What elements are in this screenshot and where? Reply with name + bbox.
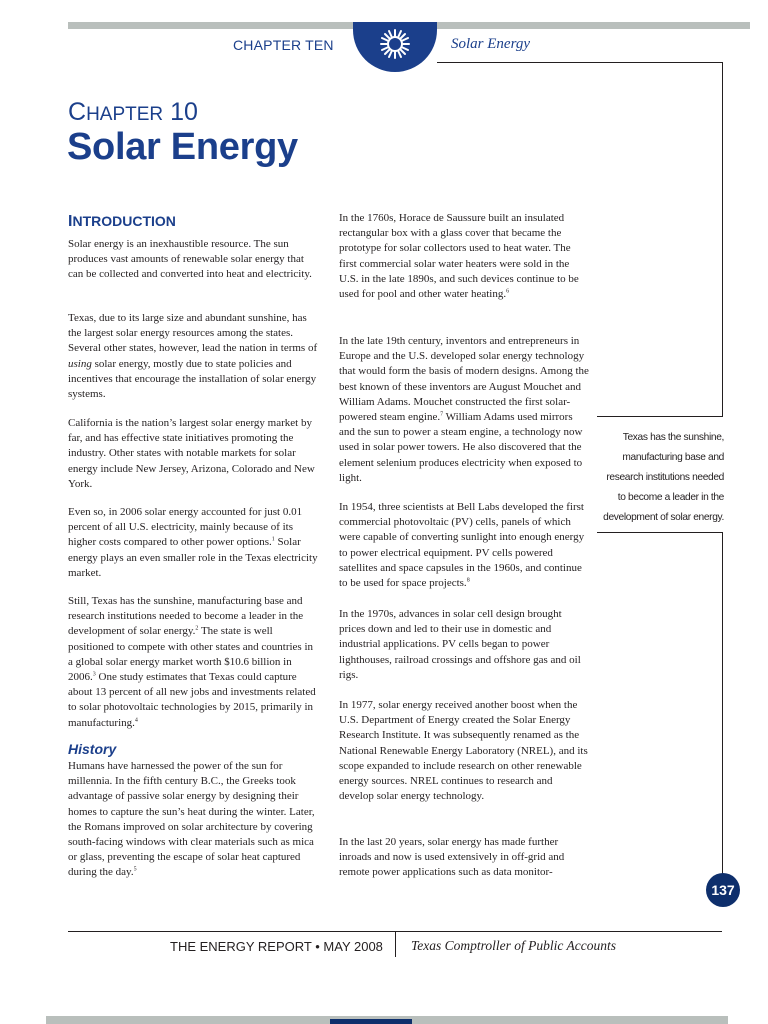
footer-divider	[395, 932, 396, 957]
footnote-ref: 1	[271, 536, 275, 543]
chapter-number: CHAPTER 10	[68, 98, 198, 126]
bottom-tab	[330, 1019, 412, 1024]
footnote-ref: 3	[92, 671, 96, 678]
paragraph: Solar energy is an inexhaustible resource. The sun produces vast amounts of renewable solar energy that can be collected and converted into heat and electricity.	[68, 238, 312, 281]
running-header-chapter: CHAPTER TEN	[233, 37, 334, 53]
paragraph: California is the nation’s largest solar energy market by far, and has effective state initiatives promoting the industry. Other states with notable markets for solar energy include New Jersey, Arizona, Colorado and New York.	[68, 417, 315, 490]
sun-icon	[353, 22, 437, 72]
pull-quote: Texas has the sunshine, manufacturing base and research institutions needed to become a leader in the development of solar energy.	[603, 432, 724, 523]
footnote-ref: 8	[466, 577, 470, 584]
paragraph: Humans have harnessed the power of the sun for millennia. In the fifth century B.C., the Greeks took advantage of passive solar energy by designing their homes to capture the sun’s heat during the winter. Later, the Romans improved on solar architecture by covering south-facing windows with clear materials such as mica or glass, preventing the escape of solar heat captured during the day.$^5$	[68, 760, 315, 879]
paragraph: In 1954, three scientists at Bell Labs developed the first commercial photovoltaic (PV) cells, panels of which were capable of converting sunlight into enough energy to power electrical equipment. PV cells powered satellites and space capsules in the 1960s, and continue to be used for space projects.$^8$	[339, 501, 585, 590]
footnote-ref: 2	[195, 625, 199, 632]
footnote-ref: 6	[506, 288, 510, 295]
page-title: Solar Energy	[67, 126, 298, 168]
paragraph: Still, Texas has the sunshine, manufacturing base and research institutions needed to become a leader in the development of solar energy.$^2$ The state is well positioned to compete with other states and countries in a global solar energy market worth $10.6 billion in 2006.$^3$ One study estimates that Texas could capture about 13 percent of all new jobs and investments related to solar photovoltaic technologies by 2015, primarily in manufacturing.$^4$	[68, 595, 316, 729]
pull-quote-rule	[597, 532, 723, 533]
paragraph: In the 1970s, advances in solar cell design brought prices down and led to their use in domestic and industrial applications. PV cells began to power lighthouses, railroad crossings and offshore gas and oil rigs.	[339, 608, 581, 681]
footer-report-title: THE ENERGY REPORT • MAY 2008	[170, 939, 383, 954]
paragraph: Even so, in 2006 solar energy accounted for just 0.01 percent of all U.S. electricity, mainly because of its higher costs compared to other power options.$^1$ Solar energy plays an even smaller role in the Texas electricity market.	[68, 506, 318, 579]
footer-agency: Texas Comptroller of Public Accounts	[411, 938, 616, 953]
paragraph: In the last 20 years, solar energy has made further inroads and now is used extensively in off-grid and remote power applications such as data monitor-	[339, 836, 565, 879]
footnote-ref: 5	[133, 866, 137, 873]
footnote-ref: 4	[134, 716, 138, 723]
frame-line	[437, 62, 723, 63]
paragraph: In the late 19th century, inventors and entrepreneurs in Europe and the U.S. developed solar energy technology that would form the basis of modern designs. Among the best known of these inventors are August Mouchet and William Adams. Mouchet constructed the first solar-powered steam engine.$^7$ William Adams used mirrors and the sun to power a steam engine, a technology now used in solar power towers. He also discovered that the element selenium produces electricity when exposed to light.	[339, 335, 589, 484]
frame-line	[722, 532, 723, 877]
frame-line	[722, 62, 723, 416]
section-heading-history: History	[68, 741, 117, 757]
section-heading-introduction: INTRODUCTION	[68, 213, 176, 230]
footnote-ref: 7	[440, 411, 444, 418]
pull-quote-rule	[597, 416, 723, 417]
page-number-badge: 137	[706, 873, 740, 907]
running-header-topic: Solar Energy	[451, 36, 531, 52]
paragraph: In 1977, solar energy received another boost when the U.S. Department of Energy created the Solar Energy Research Institute. It was subsequently renamed as the National Renewable Energy Laboratory (NREL), and its scope expanded to include research on other renewable energy sources. NREL continues to research and develop solar energy technology.	[339, 699, 588, 803]
paragraph: In the 1760s, Horace de Saussure built an insulated rectangular box with a glass cover that became the prototype for solar collectors used to heat water. The first commercial solar water heaters were sold in the U.S. in the late 1890s, and such devices continue to be used for pool and other water heating.$^6$	[339, 212, 579, 301]
paragraph: Texas, due to its large size and abundant sunshine, has the largest solar energy resources among the states. Several other states, however, lead the nation in terms of using solar energy, mostly due to state policies and incentives that encourage the installation of solar energy systems.	[68, 312, 318, 401]
